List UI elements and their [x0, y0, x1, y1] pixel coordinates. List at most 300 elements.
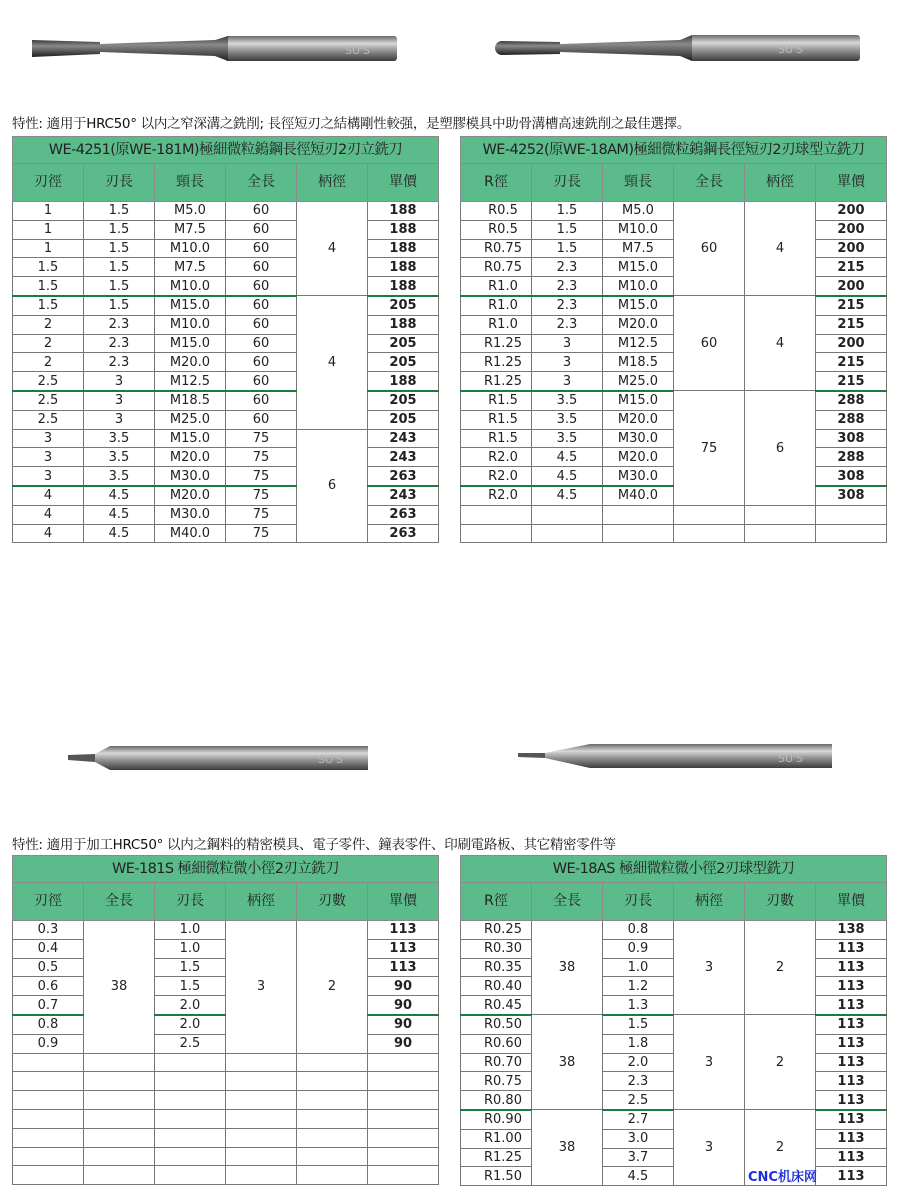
table-cell: R1.25 — [461, 334, 532, 353]
table-cell: 2 — [745, 921, 816, 1015]
table-cell: R2.0 — [461, 486, 532, 505]
table-cell: 1.0 — [603, 958, 674, 977]
column-header: 刃長 — [603, 883, 674, 921]
table-cell: 1.5 — [13, 258, 84, 277]
table-cell — [13, 1166, 84, 1185]
table-title: WE-18AS 極細微粒微小徑2刃球型銑刀 — [461, 856, 887, 883]
table-cell: 38 — [532, 1110, 603, 1186]
table-cell: R2.0 — [461, 448, 532, 467]
table-row — [13, 1053, 439, 1072]
price-cell: 200 — [816, 239, 887, 258]
price-cell — [816, 505, 887, 524]
table-cell: 60 — [674, 296, 745, 391]
table-cell: 2.3 — [532, 258, 603, 277]
table-row — [13, 1128, 439, 1147]
table-cell: M15.0 — [603, 296, 674, 315]
table-cell: R0.5 — [461, 202, 532, 221]
table-cell — [674, 505, 745, 524]
tool-label: SU'S — [345, 44, 371, 57]
table-cell — [155, 1072, 226, 1091]
table-row — [13, 505, 439, 524]
table-cell: 2.5 — [13, 410, 84, 429]
table-row — [13, 1166, 439, 1185]
price-cell: 90 — [368, 996, 439, 1015]
table-cell: M30.0 — [155, 467, 226, 486]
table-cell: 2 — [745, 1110, 816, 1186]
table-cell: R0.25 — [461, 921, 532, 940]
price-cell: 113 — [816, 1072, 887, 1091]
table-cell: 3.5 — [84, 429, 155, 448]
table-cell — [603, 524, 674, 543]
table-cell: 3 — [13, 448, 84, 467]
table-we-4251 — [12, 136, 439, 543]
column-header: 刃數 — [745, 883, 816, 921]
price-cell: 200 — [816, 277, 887, 296]
table-cell: 4 — [13, 505, 84, 524]
column-header: R徑 — [461, 883, 532, 921]
table-cell: M20.0 — [155, 353, 226, 372]
table-cell — [84, 1147, 155, 1166]
table-cell — [297, 1053, 368, 1072]
column-header: 柄徑 — [226, 883, 297, 921]
price-cell — [368, 1053, 439, 1072]
header-row — [461, 164, 887, 202]
table-cell — [297, 1072, 368, 1091]
table-cell: 1.5 — [532, 202, 603, 221]
table-cell: 75 — [226, 486, 297, 505]
table-cell: 1 — [13, 202, 84, 221]
table-cell: M15.0 — [155, 296, 226, 315]
table-cell: 2.5 — [155, 1034, 226, 1053]
table-cell: 1.5 — [603, 1015, 674, 1034]
table-cell — [674, 524, 745, 543]
table-cell — [226, 1053, 297, 1072]
table-cell: 1.5 — [532, 220, 603, 239]
column-header: 全長 — [532, 883, 603, 921]
table-cell: M25.0 — [603, 372, 674, 391]
column-header: 全長 — [674, 164, 745, 202]
table-cell: 4.5 — [532, 467, 603, 486]
table-cell: 60 — [226, 372, 297, 391]
price-cell: 113 — [816, 1167, 887, 1186]
table-cell: 3 — [532, 353, 603, 372]
table-cell: R0.45 — [461, 996, 532, 1015]
price-cell: 215 — [816, 315, 887, 334]
table-cell: M20.0 — [155, 448, 226, 467]
table-cell: 2.5 — [603, 1091, 674, 1110]
price-cell: 205 — [368, 296, 439, 315]
table-cell: 4 — [745, 202, 816, 296]
price-cell: 113 — [816, 977, 887, 996]
price-cell: 263 — [368, 505, 439, 524]
table-cell: 38 — [84, 921, 155, 1054]
title-row — [13, 856, 439, 883]
table-cell: R1.5 — [461, 391, 532, 410]
table-cell: M5.0 — [155, 202, 226, 221]
table-cell — [226, 1166, 297, 1185]
table-row — [13, 486, 439, 505]
table-cell: 4 — [297, 296, 368, 429]
table-cell: 1.2 — [603, 977, 674, 996]
table-cell: 2 — [13, 334, 84, 353]
table-cell: 4.5 — [84, 486, 155, 505]
table-cell: 3 — [13, 467, 84, 486]
tool-label: SU'S — [778, 43, 804, 56]
table-cell: 3 — [13, 429, 84, 448]
table-cell: 1.5 — [84, 258, 155, 277]
price-cell: 188 — [368, 315, 439, 334]
header-row — [13, 883, 439, 921]
feature-text-micro: 特性: 適用于加工HRC50° 以内之鋼料的精密模具、電子零件、鐘表零件、印刷電路板、其它精密零件等 — [12, 837, 616, 853]
title-row — [13, 137, 439, 164]
table-cell: 4.5 — [532, 486, 603, 505]
column-header: 頸長 — [155, 164, 226, 202]
price-cell — [368, 1128, 439, 1147]
table-cell — [155, 1147, 226, 1166]
column-header: 刃長 — [155, 883, 226, 921]
table-cell: R1.25 — [461, 353, 532, 372]
table-cell: 60 — [226, 220, 297, 239]
price-cell: 90 — [368, 1034, 439, 1053]
table-cell: 0.5 — [13, 958, 84, 977]
price-cell: 188 — [368, 277, 439, 296]
table-cell: 1.5 — [155, 958, 226, 977]
table-cell: 4 — [745, 296, 816, 391]
table-row — [13, 921, 439, 940]
table-cell: R1.25 — [461, 1148, 532, 1167]
table-row — [13, 1109, 439, 1128]
table-cell: 60 — [226, 410, 297, 429]
price-cell — [368, 1109, 439, 1128]
price-cell: 243 — [368, 448, 439, 467]
price-cell: 215 — [816, 353, 887, 372]
table-cell — [13, 1053, 84, 1072]
table-cell: 3 — [84, 410, 155, 429]
table-cell: R1.0 — [461, 315, 532, 334]
table-cell — [297, 1109, 368, 1128]
table-cell — [13, 1147, 84, 1166]
price-cell: 113 — [816, 1015, 887, 1034]
table-cell: M15.0 — [155, 429, 226, 448]
table-cell: 2.7 — [603, 1110, 674, 1129]
table-row — [461, 391, 887, 410]
table-cell: 2.5 — [13, 391, 84, 410]
column-header: R徑 — [461, 164, 532, 202]
table-cell: M18.5 — [155, 391, 226, 410]
table-cell — [155, 1091, 226, 1110]
table-cell: 1.0 — [155, 939, 226, 958]
table-cell: R0.80 — [461, 1091, 532, 1110]
table-cell: 1.3 — [603, 996, 674, 1015]
table-we-4252 — [460, 136, 887, 543]
table-cell: 3 — [84, 372, 155, 391]
table-cell: 0.4 — [13, 939, 84, 958]
table-cell: M40.0 — [603, 486, 674, 505]
table-we-181s — [12, 855, 439, 1185]
table-cell: 0.6 — [13, 977, 84, 996]
table-cell: 1.0 — [155, 921, 226, 940]
table-row — [13, 372, 439, 391]
table-cell: 60 — [226, 391, 297, 410]
table-cell: 2.3 — [532, 315, 603, 334]
price-cell — [368, 1072, 439, 1091]
table-cell: 75 — [226, 429, 297, 448]
table-cell: 3.0 — [603, 1129, 674, 1148]
table-cell — [226, 1147, 297, 1166]
table-cell: 6 — [297, 429, 368, 543]
table-cell: 3.5 — [532, 429, 603, 448]
table-row — [13, 334, 439, 353]
table-row — [13, 353, 439, 372]
table-cell: 3.5 — [84, 467, 155, 486]
table-cell: 75 — [226, 524, 297, 543]
table-cell: R0.75 — [461, 258, 532, 277]
table-cell — [745, 524, 816, 543]
price-cell: 308 — [816, 429, 887, 448]
table-cell: 3 — [226, 921, 297, 1054]
table-cell: M7.5 — [155, 258, 226, 277]
price-cell: 200 — [816, 220, 887, 239]
table-row — [13, 315, 439, 334]
table-row — [13, 220, 439, 239]
table-cell: R1.50 — [461, 1167, 532, 1186]
table-cell: 1.5 — [155, 977, 226, 996]
table-row — [13, 239, 439, 258]
table-cell — [13, 1128, 84, 1147]
table-cell: 2.3 — [84, 315, 155, 334]
table-cell — [532, 505, 603, 524]
table-cell: 3 — [532, 372, 603, 391]
table-cell: 2.3 — [532, 296, 603, 315]
table-row — [13, 296, 439, 315]
table-cell: 60 — [226, 334, 297, 353]
table-cell: 0.7 — [13, 996, 84, 1015]
column-header: 全長 — [226, 164, 297, 202]
table-row — [461, 296, 887, 315]
table-cell: R0.30 — [461, 939, 532, 958]
feature-text-long-neck: 特性: 適用于HRC50° 以内之窄深溝之銑削; 長徑短刃之結構剛性較强，是塑膠模具中助骨溝槽高速銑削之最佳選擇。 — [12, 116, 691, 132]
flat-end-mill-long-neck-image — [32, 36, 397, 61]
table-row — [13, 258, 439, 277]
table-cell: 1.5 — [84, 277, 155, 296]
table-cell — [297, 1091, 368, 1110]
table-cell: M12.5 — [155, 372, 226, 391]
price-cell: 188 — [368, 202, 439, 221]
table-cell: M10.0 — [155, 277, 226, 296]
table-title: WE-4252(原WE-18AM)極細微粒鎢鋼長徑短刃2刃球型立銑刀 — [461, 137, 887, 164]
table-cell: 2.3 — [84, 334, 155, 353]
table-cell: 60 — [226, 353, 297, 372]
table-cell: 3 — [674, 1015, 745, 1110]
price-cell: 288 — [816, 410, 887, 429]
table-cell: 75 — [226, 505, 297, 524]
table-cell: R1.00 — [461, 1129, 532, 1148]
table-title: WE-4251(原WE-181M)極細微粒鎢鋼長徑短刃2刃立銑刀 — [13, 137, 439, 164]
ball-end-mill-micro-image — [518, 744, 832, 768]
table-cell: M10.0 — [603, 277, 674, 296]
table-cell — [155, 1128, 226, 1147]
table-cell — [84, 1053, 155, 1072]
table-cell — [84, 1072, 155, 1091]
table-cell: 4.5 — [84, 524, 155, 543]
table-cell: 75 — [226, 467, 297, 486]
table-cell: M25.0 — [155, 410, 226, 429]
column-header: 全長 — [84, 883, 155, 921]
table-cell: 0.8 — [13, 1015, 84, 1034]
table-cell: M12.5 — [603, 334, 674, 353]
table-cell: 60 — [226, 239, 297, 258]
price-cell: 113 — [368, 939, 439, 958]
table-cell: M20.0 — [603, 410, 674, 429]
table-cell: 60 — [226, 202, 297, 221]
price-cell — [816, 524, 887, 543]
price-cell: 138 — [816, 921, 887, 940]
table-cell: 0.9 — [603, 939, 674, 958]
price-cell: 263 — [368, 467, 439, 486]
header-row — [13, 164, 439, 202]
column-header: 頸長 — [603, 164, 674, 202]
column-header: 刃長 — [532, 164, 603, 202]
table-cell: 4 — [13, 486, 84, 505]
price-cell: 308 — [816, 467, 887, 486]
table-cell: M10.0 — [155, 239, 226, 258]
table-cell: 1.5 — [84, 239, 155, 258]
price-cell: 205 — [368, 353, 439, 372]
table-cell: R0.5 — [461, 220, 532, 239]
column-header: 單價 — [368, 883, 439, 921]
table-cell: 2.3 — [532, 277, 603, 296]
price-cell: 205 — [368, 391, 439, 410]
price-cell: 200 — [816, 334, 887, 353]
table-cell: 0.9 — [13, 1034, 84, 1053]
column-header: 刃徑 — [13, 164, 84, 202]
table-cell: M7.5 — [603, 239, 674, 258]
table-title: WE-181S 極細微粒微小徑2刃立銑刀 — [13, 856, 439, 883]
table-cell: 4 — [297, 202, 368, 296]
price-cell: 243 — [368, 486, 439, 505]
table-cell: 4.5 — [532, 448, 603, 467]
table-cell: R0.75 — [461, 239, 532, 258]
table-cell: 4.5 — [84, 505, 155, 524]
ball-end-mill-long-neck-image — [495, 35, 860, 61]
table-cell: 75 — [226, 448, 297, 467]
price-cell: 113 — [368, 958, 439, 977]
table-row — [13, 1147, 439, 1166]
table-cell — [226, 1128, 297, 1147]
price-cell: 288 — [816, 448, 887, 467]
column-header: 單價 — [368, 164, 439, 202]
table-cell: 3 — [84, 391, 155, 410]
flat-end-mill-micro-image — [68, 746, 368, 770]
table-cell — [155, 1166, 226, 1185]
table-cell — [745, 505, 816, 524]
table-cell — [155, 1109, 226, 1128]
price-cell: 113 — [816, 939, 887, 958]
price-cell: 243 — [368, 429, 439, 448]
table-cell: 6 — [745, 391, 816, 505]
price-cell: 90 — [368, 977, 439, 996]
column-header: 單價 — [816, 883, 887, 921]
table-cell: R2.0 — [461, 467, 532, 486]
table-cell — [532, 524, 603, 543]
table-row — [13, 202, 439, 221]
table-cell: 2.3 — [603, 1072, 674, 1091]
table-row — [13, 467, 439, 486]
table-cell: 4.5 — [603, 1167, 674, 1186]
table-cell: 4 — [13, 524, 84, 543]
table-cell: 0.3 — [13, 921, 84, 940]
table-cell: M15.0 — [603, 391, 674, 410]
table-row — [13, 429, 439, 448]
table-cell: M20.0 — [155, 486, 226, 505]
price-cell: 188 — [368, 372, 439, 391]
price-cell: 205 — [368, 334, 439, 353]
table-cell: 60 — [674, 202, 745, 296]
table-cell: M15.0 — [155, 334, 226, 353]
column-header: 刃數 — [297, 883, 368, 921]
column-header: 刃徑 — [13, 883, 84, 921]
table-row — [461, 524, 887, 543]
table-row — [461, 921, 887, 940]
table-row — [461, 202, 887, 221]
price-cell: 188 — [368, 258, 439, 277]
column-header: 柄徑 — [297, 164, 368, 202]
table-cell: M15.0 — [603, 258, 674, 277]
table-cell — [84, 1128, 155, 1147]
price-cell: 113 — [368, 921, 439, 940]
table-cell: 2.3 — [84, 353, 155, 372]
table-cell: M30.0 — [155, 505, 226, 524]
table-row — [461, 1110, 887, 1129]
column-header: 柄徑 — [745, 164, 816, 202]
table-cell: M40.0 — [155, 524, 226, 543]
table-cell: R0.40 — [461, 977, 532, 996]
table-cell: R0.50 — [461, 1015, 532, 1034]
table-row — [13, 391, 439, 410]
table-cell: 1 — [13, 239, 84, 258]
table-cell: 1.5 — [84, 296, 155, 315]
price-cell: 113 — [816, 958, 887, 977]
price-cell: 113 — [816, 1129, 887, 1148]
table-cell: R0.60 — [461, 1034, 532, 1053]
price-cell: 288 — [816, 391, 887, 410]
table-cell — [84, 1166, 155, 1185]
table-cell: R1.0 — [461, 277, 532, 296]
table-cell: 60 — [226, 315, 297, 334]
table-cell: 1.5 — [532, 239, 603, 258]
table-row — [13, 1072, 439, 1091]
table-cell: 1.5 — [84, 202, 155, 221]
table-cell — [297, 1166, 368, 1185]
table-cell: 1 — [13, 220, 84, 239]
table-row — [461, 505, 887, 524]
price-cell: 113 — [816, 1034, 887, 1053]
price-cell: 308 — [816, 486, 887, 505]
price-cell: 113 — [816, 996, 887, 1015]
tool-label: SU'S — [318, 753, 344, 766]
table-cell: 38 — [532, 921, 603, 1015]
price-cell: 113 — [816, 1053, 887, 1072]
table-cell: 60 — [226, 258, 297, 277]
table-cell: 60 — [226, 277, 297, 296]
table-cell: 1.5 — [13, 277, 84, 296]
table-cell — [13, 1109, 84, 1128]
table-cell: 3.7 — [603, 1148, 674, 1167]
table-cell — [297, 1128, 368, 1147]
table-cell: M5.0 — [603, 202, 674, 221]
table-row — [13, 448, 439, 467]
table-cell: M30.0 — [603, 467, 674, 486]
